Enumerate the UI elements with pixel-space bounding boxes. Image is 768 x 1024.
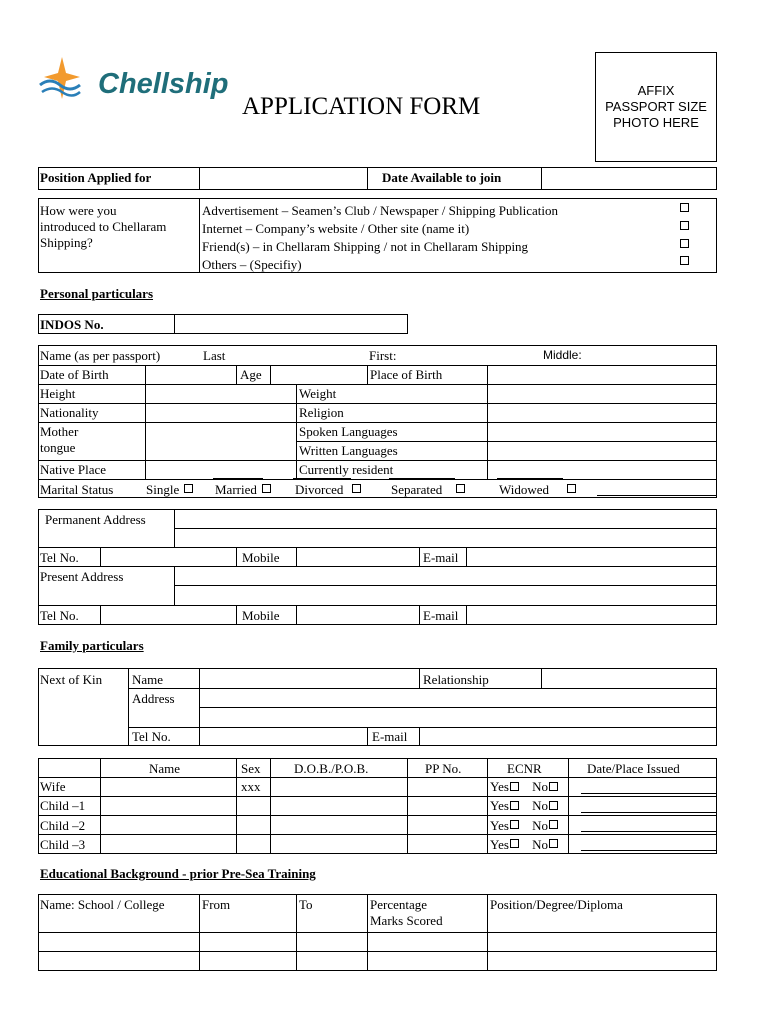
kin-name-label: Name: [132, 672, 164, 687]
marital-divorced-label: Divorced: [295, 482, 344, 497]
intro-option-internet: Internet – Company’s website / Other site (name it): [202, 221, 470, 236]
intro-option-others: Others – (Specifiy): [202, 257, 302, 272]
ecnr-yes-checkbox[interactable]: [510, 820, 519, 829]
mother-tongue-label-1: Mother: [40, 424, 79, 439]
present-mobile-field[interactable]: [297, 606, 419, 624]
marital-status-label: Marital Status: [40, 482, 114, 497]
currently-resident-label: Currently resident: [299, 462, 394, 477]
nationality-label: Nationality: [40, 405, 99, 420]
kin-relationship-label: Relationship: [423, 672, 489, 687]
edu-col-percentage: Percentage: [370, 897, 428, 912]
checkbox-internet[interactable]: [680, 221, 689, 230]
date-available-label: Date Available to join: [382, 170, 502, 185]
native-place-field[interactable]: [146, 461, 296, 479]
ecnr-yes-checkbox[interactable]: [510, 801, 519, 810]
present-email-field[interactable]: [467, 606, 716, 624]
personal-heading: Personal particulars: [40, 286, 154, 301]
permanent-email-label: E-mail: [423, 550, 459, 565]
nationality-field[interactable]: [146, 404, 296, 422]
checkbox-single[interactable]: [184, 484, 193, 493]
last-name-label: Last: [203, 348, 226, 363]
permanent-address-label: Permanent Address: [45, 512, 146, 527]
permanent-tel-field[interactable]: [101, 548, 236, 566]
col-header-name: Name: [149, 761, 181, 776]
written-languages-field[interactable]: [488, 442, 716, 460]
mother-tongue-label-2: tongue: [40, 440, 76, 455]
dob-label: Date of Birth: [40, 367, 109, 382]
checkbox-friends[interactable]: [680, 239, 689, 248]
col-header-sex: Sex: [241, 761, 261, 776]
spoken-languages-field[interactable]: [488, 423, 716, 441]
marital-single-label: Single: [146, 482, 180, 497]
ecnr-yes-label: Yes: [490, 837, 509, 852]
company-logo: [38, 55, 243, 110]
indos-field[interactable]: [175, 315, 407, 333]
col-header-dob-pob: D.O.B./P.O.B.: [294, 761, 369, 776]
written-languages-label: Written Languages: [299, 443, 398, 458]
row-child-2-label: Child –2: [40, 818, 86, 833]
spoken-languages-label: Spoken Languages: [299, 424, 398, 439]
ecnr-yes-label: Yes: [490, 798, 509, 813]
age-label: Age: [240, 367, 262, 382]
education-heading: Educational Background - prior Pre-Sea Training: [40, 866, 316, 881]
height-label: Height: [40, 386, 76, 401]
checkbox-others[interactable]: [680, 256, 689, 265]
first-name-field[interactable]: [402, 346, 540, 364]
row-wife-label: Wife: [40, 779, 66, 794]
intro-question-3: Shipping?: [40, 235, 93, 250]
edu-col-marks-scored: Marks Scored: [370, 913, 443, 928]
kin-address-label: Address: [132, 691, 175, 706]
ecnr-no-checkbox[interactable]: [549, 782, 558, 791]
edu-col-from: From: [202, 897, 231, 912]
row-child-3-label: Child –3: [40, 837, 86, 852]
kin-email-label: E-mail: [372, 729, 408, 744]
photo-line-2: PASSPORT SIZE: [605, 99, 707, 114]
ecnr-no-checkbox[interactable]: [549, 801, 558, 810]
position-applied-field[interactable]: [200, 168, 366, 189]
edu-col-to: To: [299, 897, 313, 912]
ecnr-yes-label: Yes: [490, 779, 509, 794]
wife-sex-value: xxx: [241, 779, 261, 794]
ecnr-no-label: No: [532, 818, 548, 833]
ecnr-yes-checkbox[interactable]: [510, 839, 519, 848]
col-header-pp-no: PP No.: [425, 761, 462, 776]
permanent-tel-label: Tel No.: [40, 550, 79, 565]
weight-field[interactable]: [488, 385, 716, 403]
intro-option-friends: Friend(s) – in Chellaram Shipping / not in Chellaram Shipping: [202, 239, 529, 254]
ecnr-yes-label: Yes: [490, 818, 509, 833]
kin-address-field[interactable]: [200, 689, 716, 727]
intro-option-advertisement: Advertisement – Seamen’s Club / Newspaper / Shipping Publication: [202, 203, 559, 218]
native-place-label: Native Place: [40, 462, 107, 477]
name-label: Name (as per passport): [40, 348, 161, 363]
first-name-label: First:: [369, 348, 397, 363]
ecnr-no-checkbox[interactable]: [549, 839, 558, 848]
religion-label: Religion: [299, 405, 344, 420]
marital-widowed-label: Widowed: [499, 482, 550, 497]
present-address-label: Present Address: [40, 569, 124, 584]
checkbox-divorced[interactable]: [352, 484, 361, 493]
present-email-label: E-mail: [423, 608, 459, 623]
present-address-field[interactable]: [175, 567, 716, 605]
checkbox-married[interactable]: [262, 484, 271, 493]
ecnr-no-label: No: [532, 779, 548, 794]
photo-box: [595, 52, 717, 162]
kin-email-field[interactable]: [420, 728, 716, 746]
row-child-1-label: Child –1: [40, 798, 86, 813]
checkbox-advertisement[interactable]: [680, 203, 689, 212]
middle-name-field[interactable]: [588, 346, 716, 364]
marital-married-label: Married: [215, 482, 257, 497]
last-name-field[interactable]: [232, 346, 367, 364]
height-field[interactable]: [146, 385, 296, 403]
present-tel-label: Tel No.: [40, 608, 79, 623]
dob-field[interactable]: [146, 366, 236, 384]
permanent-email-field[interactable]: [467, 548, 716, 566]
edu-col-degree: Position/Degree/Diploma: [490, 897, 623, 912]
family-heading: Family particulars: [40, 638, 144, 653]
brand-name: Chellship: [98, 68, 229, 100]
age-field[interactable]: [271, 366, 367, 384]
col-header-ecnr: ECNR: [507, 761, 542, 776]
indos-label: INDOS No.: [40, 317, 104, 332]
present-tel-field[interactable]: [101, 606, 236, 624]
kin-tel-label: Tel No.: [132, 729, 171, 744]
currently-resident-field[interactable]: [488, 461, 716, 479]
ecnr-no-checkbox[interactable]: [549, 820, 558, 829]
intro-question-2: introduced to Chellaram: [40, 219, 167, 234]
permanent-mobile-field[interactable]: [297, 548, 419, 566]
col-header-date-place: Date/Place Issued: [587, 761, 680, 776]
permanent-address-field[interactable]: [175, 510, 716, 546]
ecnr-no-label: No: [532, 837, 548, 852]
present-mobile-label: Mobile: [242, 608, 280, 623]
ecnr-no-label: No: [532, 798, 548, 813]
middle-name-label: Middle:: [543, 348, 582, 362]
position-applied-label: Position Applied for: [40, 170, 152, 185]
photo-line-1: AFFIX: [637, 83, 675, 98]
pob-field[interactable]: [488, 366, 716, 384]
pob-label: Place of Birth: [370, 367, 443, 382]
next-of-kin-label: Next of Kin: [40, 672, 103, 687]
checkbox-separated[interactable]: [456, 484, 465, 493]
checkbox-widowed[interactable]: [567, 484, 576, 493]
date-available-field[interactable]: [542, 168, 716, 189]
mother-tongue-field[interactable]: [146, 423, 296, 460]
star-wave-icon: [38, 55, 82, 107]
weight-label: Weight: [299, 386, 337, 401]
permanent-mobile-label: Mobile: [242, 550, 280, 565]
marital-separated-label: Separated: [391, 482, 443, 497]
intro-question-1: How were you: [40, 203, 117, 218]
ecnr-yes-checkbox[interactable]: [510, 782, 519, 791]
kin-tel-field[interactable]: [200, 728, 367, 746]
photo-line-3: PHOTO HERE: [613, 115, 699, 130]
religion-field[interactable]: [488, 404, 716, 422]
kin-relationship-field[interactable]: [542, 669, 716, 688]
kin-name-field[interactable]: [200, 669, 419, 688]
form-title: APPLICATION FORM: [242, 93, 481, 120]
edu-col-school: Name: School / College: [40, 897, 165, 912]
